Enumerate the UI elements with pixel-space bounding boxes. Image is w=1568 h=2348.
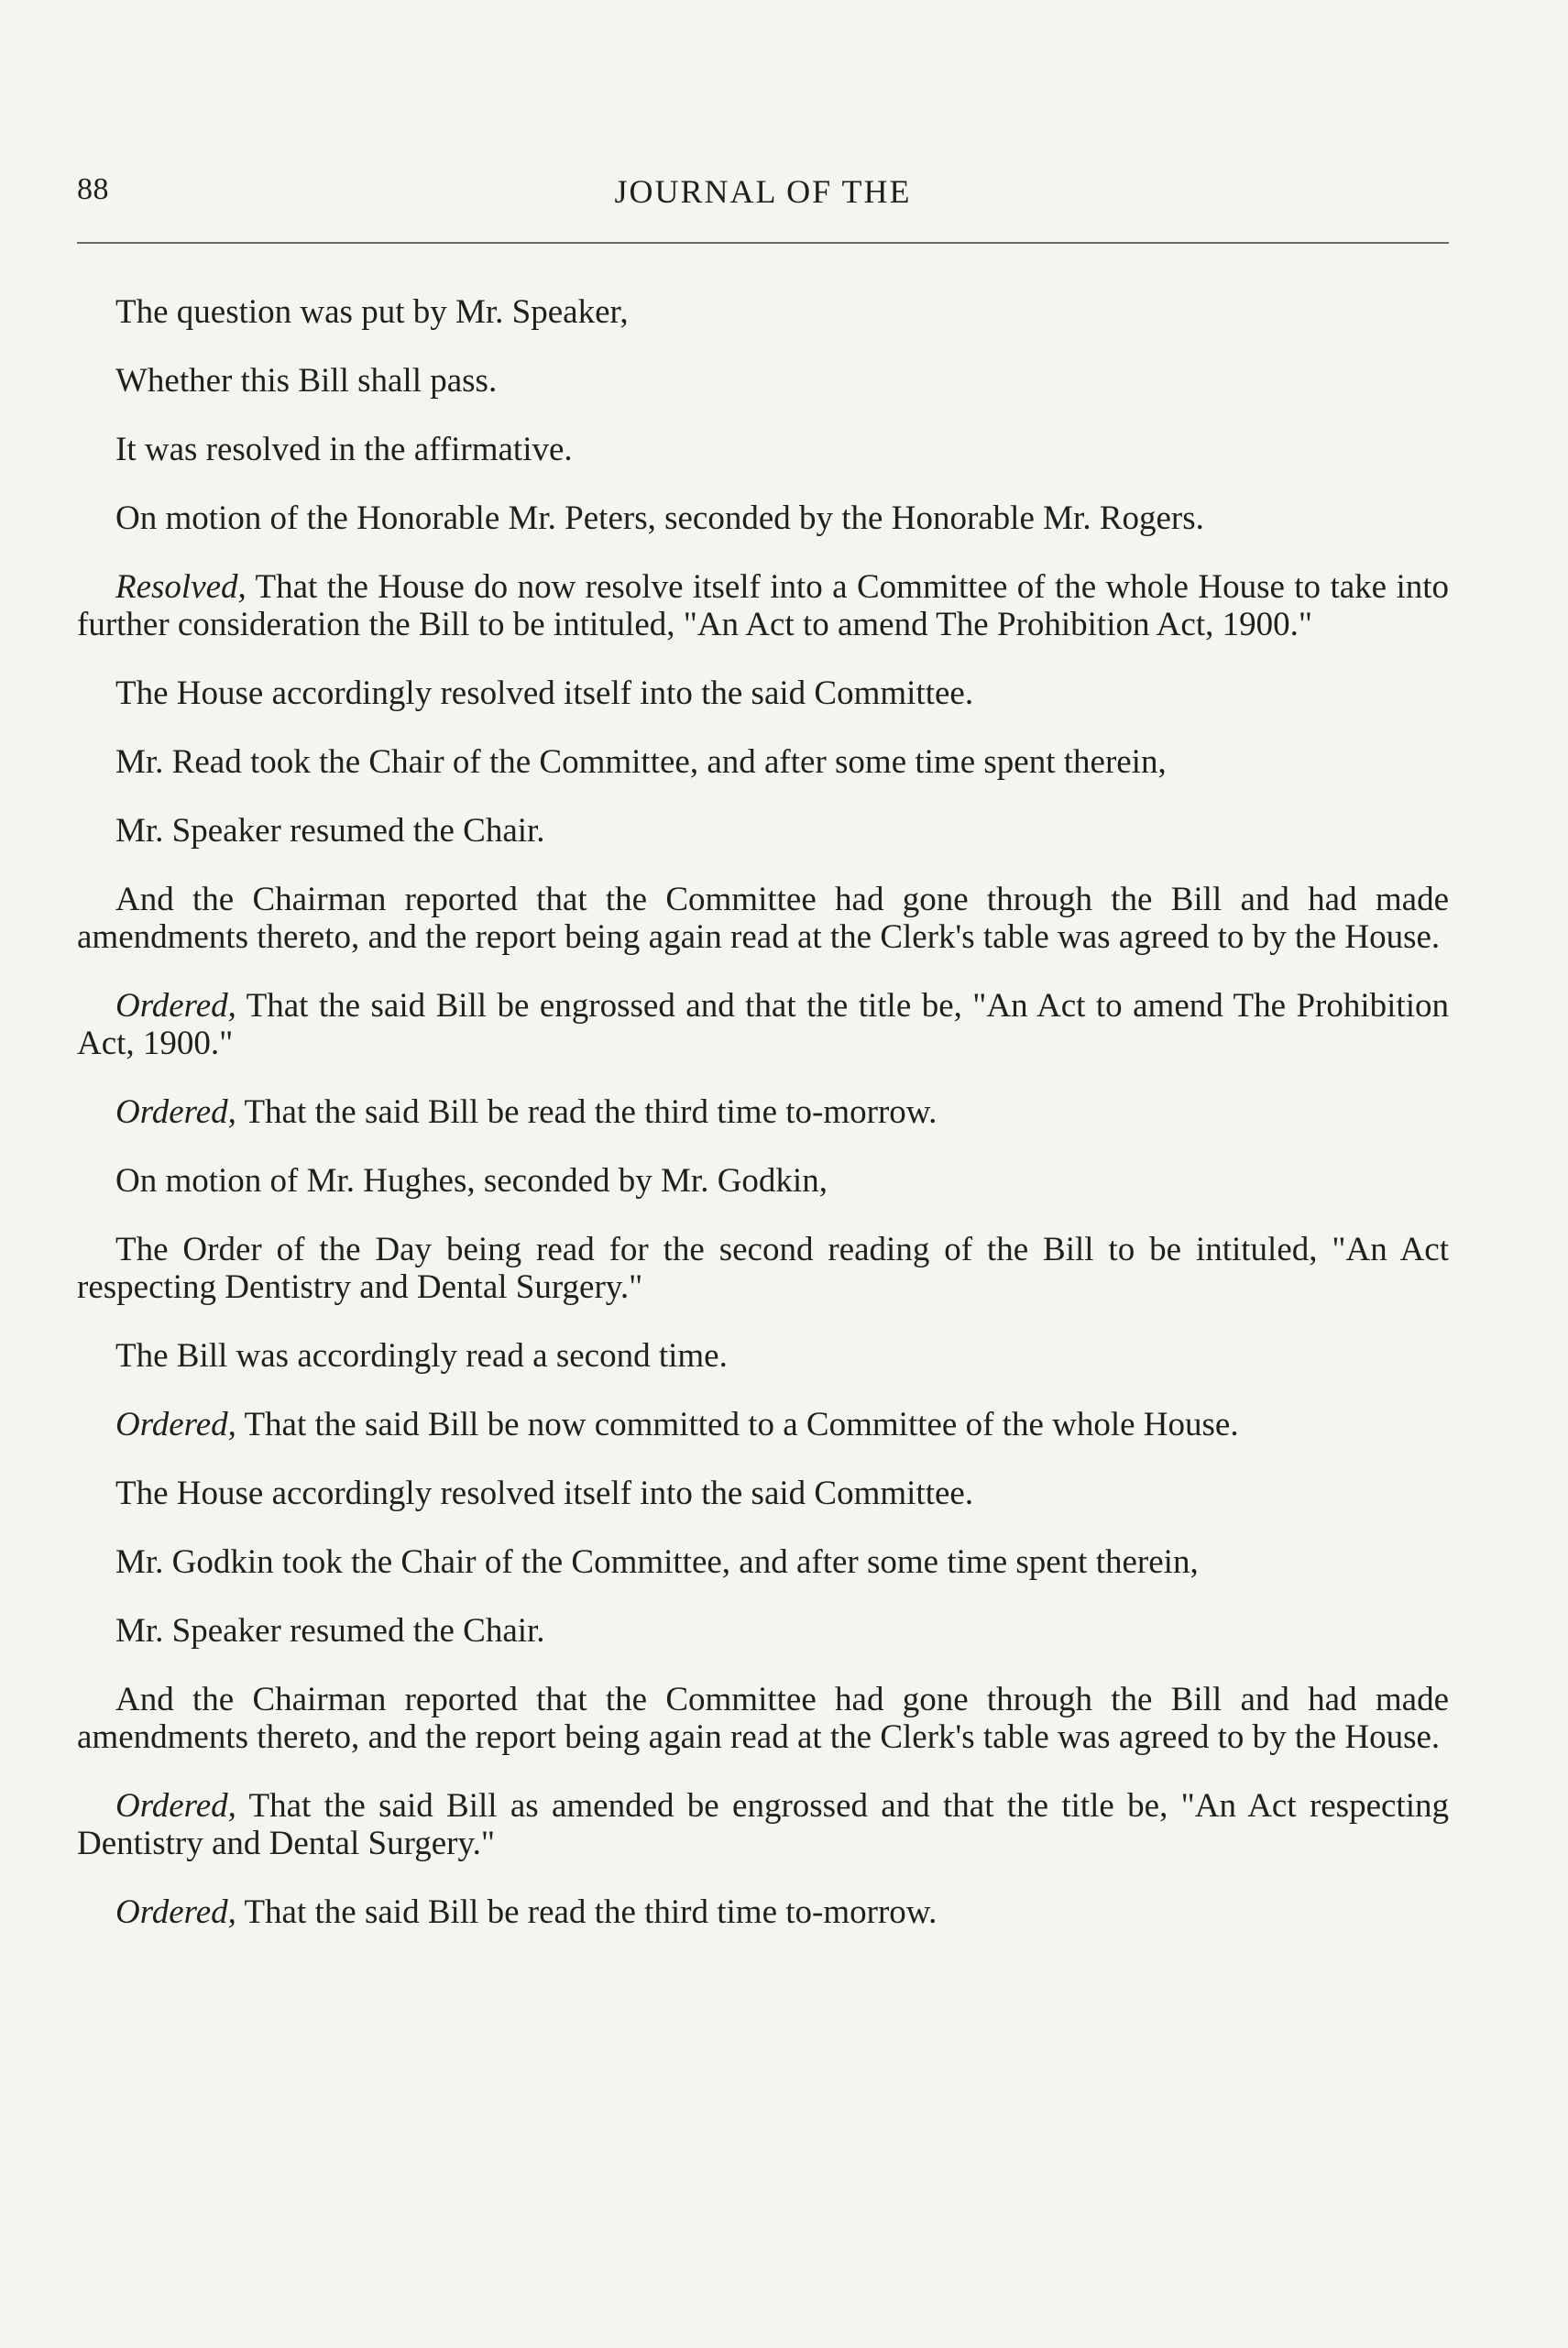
paragraph bbox=[77, 1893, 1449, 1931]
paragraph-text: That the House do now resolve itself into a Committee of the whole House to take into further consideration the Bill to be intituled, "An Act to amend The Prohibition Act, 1900." bbox=[77, 568, 1449, 643]
paragraph-text: That the said Bill be engrossed and that the title be, "An Act to amend The Prohibition Act, 1900." bbox=[77, 987, 1449, 1062]
paragraph bbox=[77, 499, 1449, 537]
paragraph-text: The House accordingly resolved itself into the said Committee. bbox=[115, 1475, 974, 1512]
paragraph bbox=[77, 568, 1449, 643]
paragraph-text: Whether this Bill shall pass. bbox=[115, 362, 498, 400]
paragraph-text: That the said Bill be now committed to a Committee of the whole House. bbox=[236, 1406, 1239, 1443]
paragraph-text: The Bill was accordingly read a second time. bbox=[115, 1337, 728, 1375]
paragraph-lead: Ordered, bbox=[115, 1893, 236, 1931]
paragraph bbox=[77, 431, 1449, 468]
paragraph bbox=[77, 1681, 1449, 1756]
paragraph-text: The House accordingly resolved itself into the said Committee. bbox=[115, 675, 974, 712]
paragraph bbox=[77, 675, 1449, 712]
page-number: 88 bbox=[77, 172, 109, 206]
paragraph bbox=[77, 1787, 1449, 1862]
paragraph bbox=[77, 881, 1449, 956]
paragraph bbox=[77, 1543, 1449, 1581]
running-head: JOURNAL OF THE bbox=[614, 173, 912, 210]
paragraph-lead: Ordered, bbox=[115, 987, 236, 1025]
page-header bbox=[77, 172, 1449, 224]
paragraph bbox=[77, 1337, 1449, 1375]
paragraph bbox=[77, 812, 1449, 850]
paragraph bbox=[77, 743, 1449, 781]
paragraph-text: Mr. Godkin took the Chair of the Committee, and after some time spent therein, bbox=[115, 1543, 1199, 1581]
paragraph bbox=[77, 1406, 1449, 1443]
paragraph-text: It was resolved in the affirmative. bbox=[115, 431, 573, 468]
paragraph-lead: Ordered, bbox=[115, 1406, 236, 1443]
paragraph-text: Mr. Speaker resumed the Chair. bbox=[115, 1612, 545, 1650]
paragraph-text: And the Chairman reported that the Committee had gone through the Bill and had made amendments thereto, and the report being again read at the Clerk's table was agreed to by the House. bbox=[77, 1681, 1449, 1756]
paragraph bbox=[77, 1475, 1449, 1512]
paragraph-text: Mr. Speaker resumed the Chair. bbox=[115, 812, 545, 850]
paragraph-text: On motion of Mr. Hughes, seconded by Mr. Godkin, bbox=[115, 1162, 828, 1200]
paragraph-text: And the Chairman reported that the Committee had gone through the Bill and had made amendments thereto, and the report being again read at the Clerk's table was agreed to by the House. bbox=[77, 881, 1449, 956]
paragraph-text: Mr. Read took the Chair of the Committee, and after some time spent therein, bbox=[115, 743, 1167, 781]
paragraph-text: That the said Bill be read the third time to-morrow. bbox=[236, 1893, 938, 1931]
header-rule bbox=[77, 242, 1449, 244]
paragraph-text: The Order of the Day being read for the second reading of the Bill to be intituled, "An Act respecting Dentistry and Dental Surgery." bbox=[77, 1231, 1449, 1306]
paragraph bbox=[77, 1231, 1449, 1306]
paragraph bbox=[77, 362, 1449, 400]
paragraph bbox=[77, 1612, 1449, 1650]
journal-body bbox=[77, 293, 1449, 1962]
paragraph bbox=[77, 987, 1449, 1062]
paragraph bbox=[77, 1162, 1449, 1200]
paragraph-lead: Resolved, bbox=[115, 568, 247, 606]
paragraph-lead: Ordered, bbox=[115, 1093, 236, 1131]
paragraph bbox=[77, 1093, 1449, 1131]
paragraph-text: On motion of the Honorable Mr. Peters, seconded by the Honorable Mr. Rogers. bbox=[115, 499, 1204, 537]
paragraph-text: The question was put by Mr. Speaker, bbox=[115, 293, 629, 331]
paragraph-lead: Ordered, bbox=[115, 1787, 236, 1825]
paragraph-text: That the said Bill be read the third time to-morrow. bbox=[236, 1093, 938, 1131]
paragraph-text: That the said Bill as amended be engrossed and that the title be, "An Act respecting Dentistry and Dental Surgery." bbox=[77, 1787, 1449, 1862]
paragraph bbox=[77, 293, 1449, 331]
